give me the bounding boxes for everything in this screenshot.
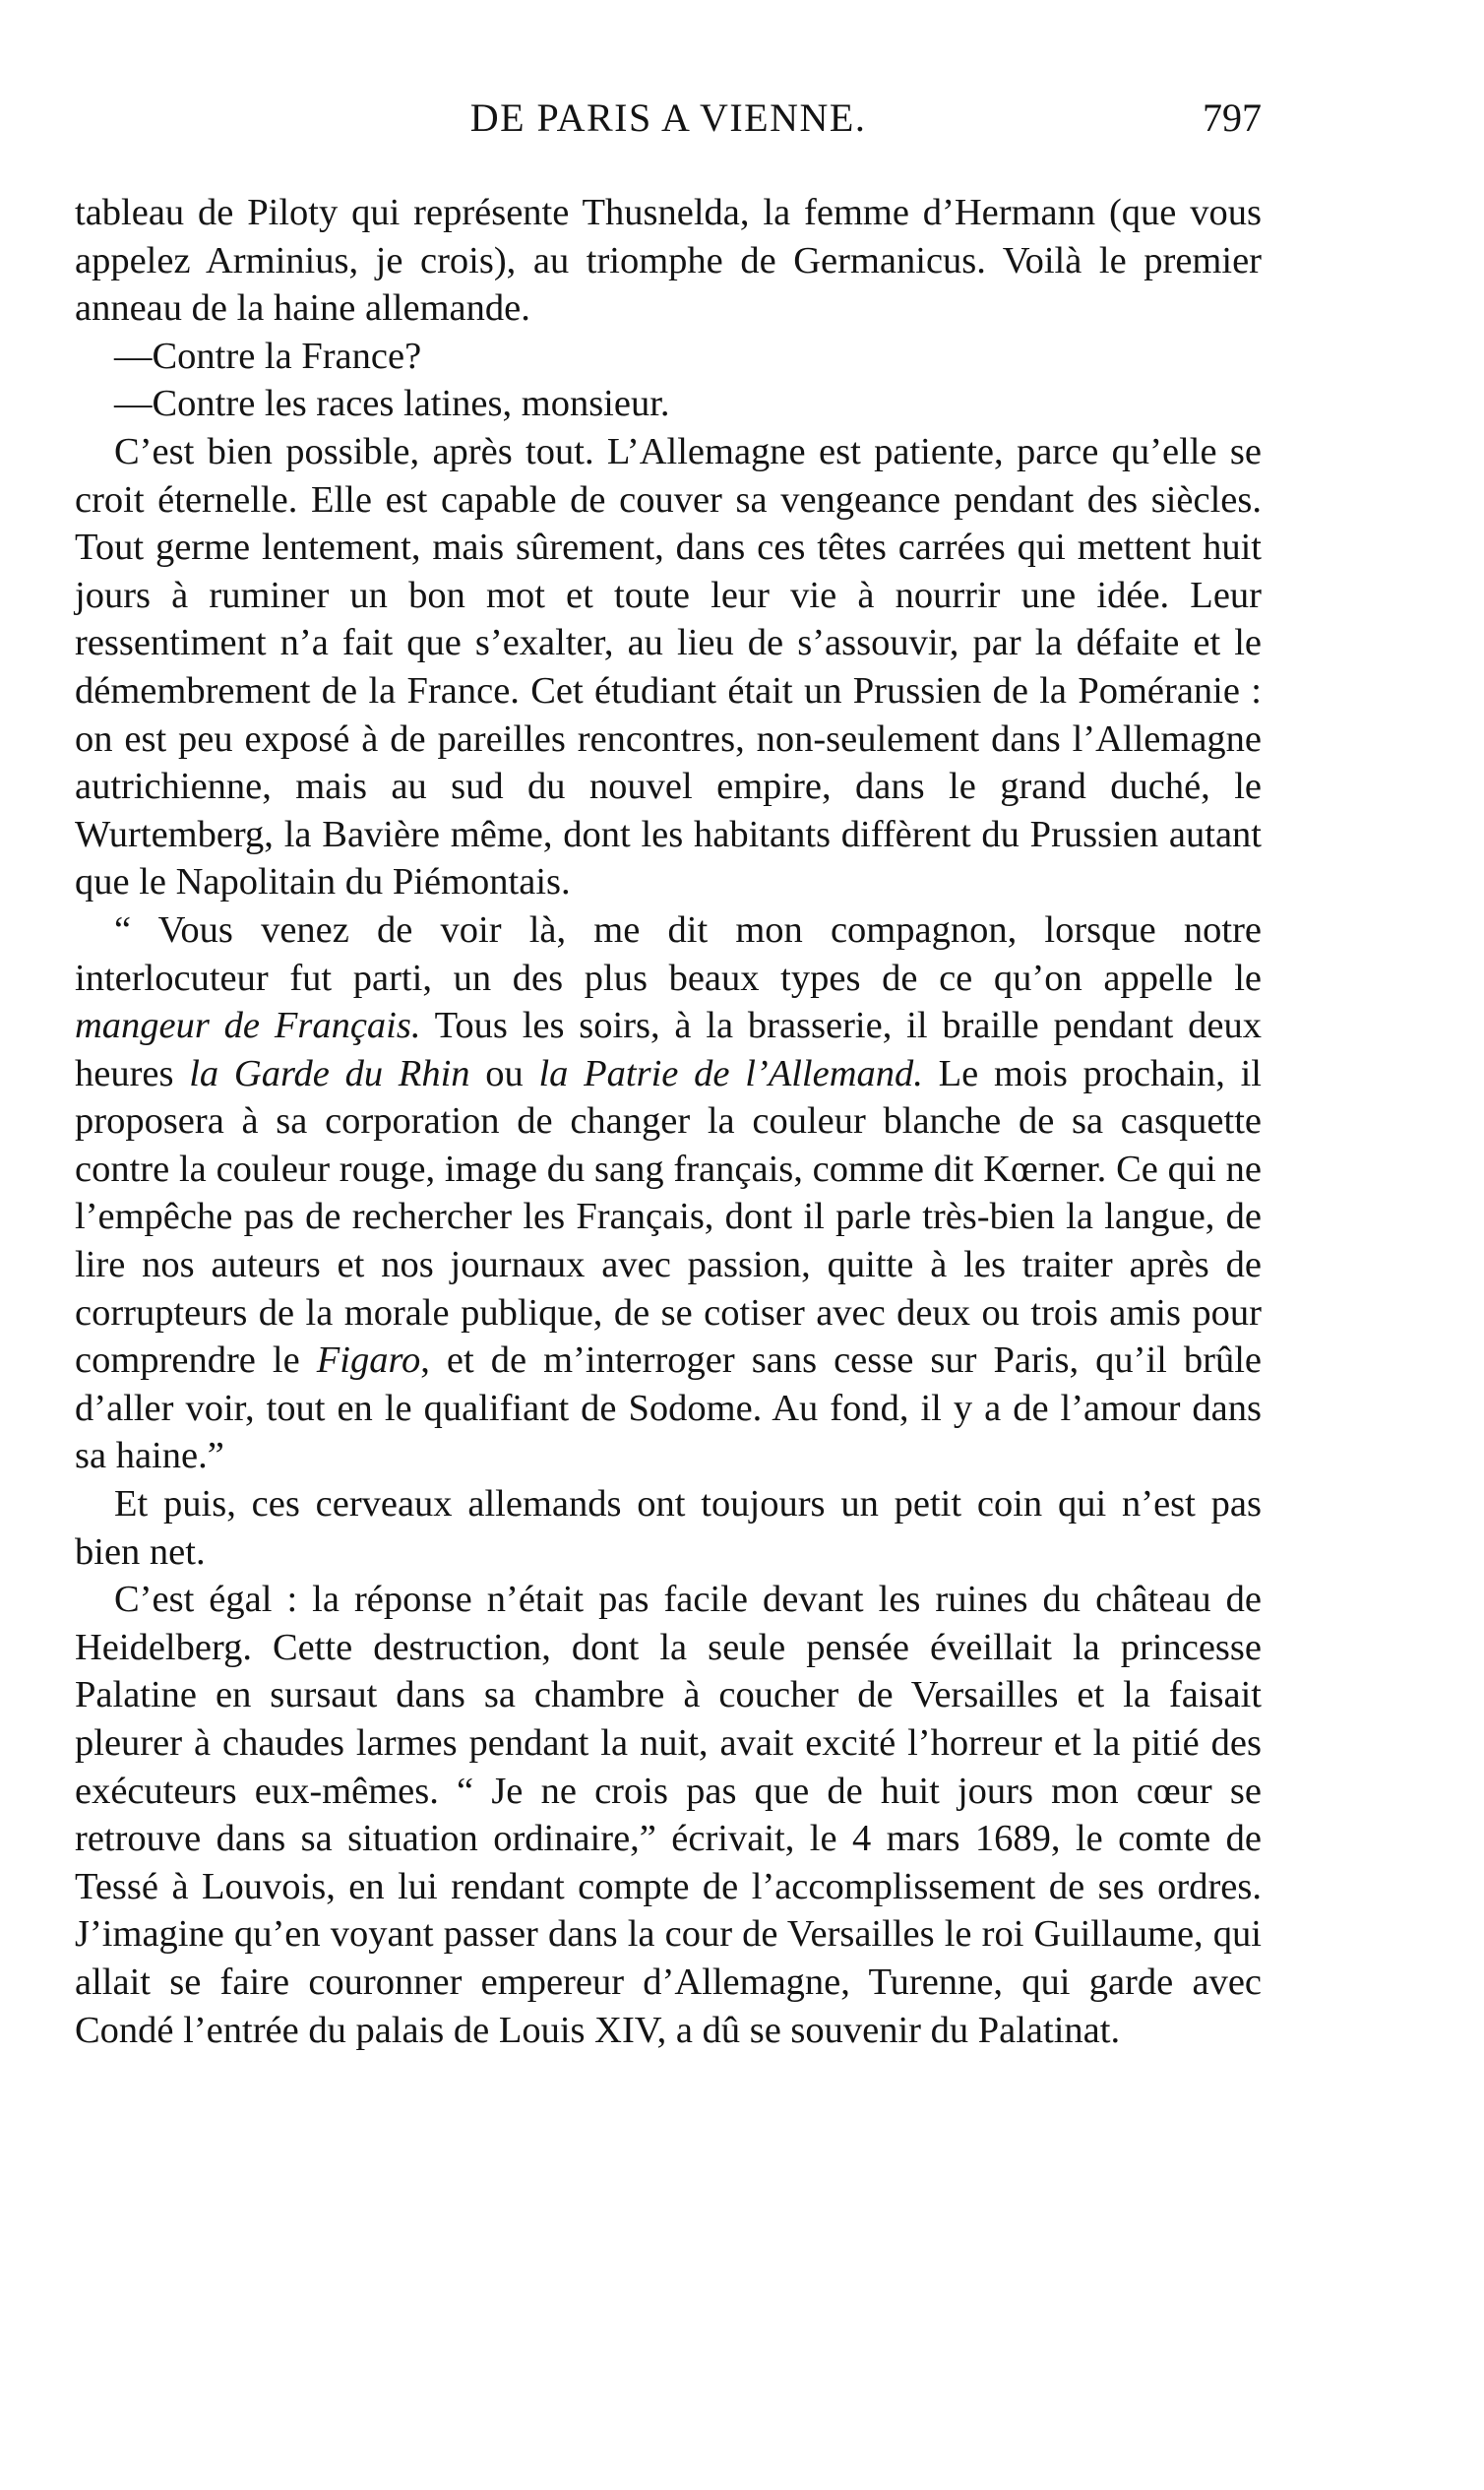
paragraph <box>75 380 1262 428</box>
paragraph <box>75 1576 1262 2054</box>
italic-text: la Garde du Rhin <box>189 1052 470 1094</box>
body-text <box>75 189 1262 2054</box>
text-run: Le mois prochain, il proposera à sa corporation de changer la couleur blanche de sa casquette contre la couleur rouge, image du sang français, comme dit Kœrner. Ce qui ne l’empêche pas de rechercher les Français, dont il parle très-bien la langue, de lire nos auteurs et nos journaux avec passion, quitte à les traiter après de corrupteurs de la morale publique, de se cotiser avec deux ou trois amis pour comprendre le <box>75 1052 1263 1382</box>
text-run: —Contre les races latines, monsieur. <box>114 383 670 425</box>
page-number: 797 <box>1203 95 1262 140</box>
text-run: , et de m’interroger sans cesse sur Paris, qu’il brûle d’aller voir, tout en le qualifiant de Sodome. Au fond, il y a de l’amour dans sa haine.” <box>75 1339 1263 1477</box>
running-head <box>75 94 1262 154</box>
text-run: “ Vous venez de voir là, me dit mon compagnon, lorsque notre interlocuteur fut parti, un des plus beaux types de ce qu’on appelle le <box>75 908 1262 999</box>
paragraph <box>75 333 1262 381</box>
text-run: C’est égal : la réponse n’était pas facile devant les ruines du château de Heidelberg. Cette destruction, dont la seule pensée éveillait la princesse Palatine en sursaut dans sa chambre à coucher de Versailles et la faisait pleurer à chaudes larmes pendant la nuit, avait excité l’horreur et la pitié des exécuteurs eux-mêmes. “ Je ne crois pas que de huit jours mon cœur se retrouve dans sa situation ordinaire,” écrivait, le 4 mars 1689, le comte de Tessé à Louvois, en lui rendant compte de l’accomplissement de ses ordres. J’imagine qu’en voyant passer dans la cour de Versailles le roi Guillaume, qui allait se faire couronner empereur d’Allemagne, Turenne, qui garde avec Condé l’entrée du palais de Louis XIV, a dû se souvenir du Palatinat. <box>75 1579 1262 2051</box>
paragraph <box>75 428 1262 906</box>
italic-text: la Patrie de l’Allemand. <box>538 1052 923 1094</box>
paragraph <box>75 906 1262 1480</box>
text-run: ou <box>469 1052 539 1094</box>
text-run: —Contre la France? <box>114 335 422 377</box>
text-run: Tous les soirs, à la brasserie, il braille pendant deux heures <box>75 1005 1263 1094</box>
text-run: C’est bien possible, après tout. L’Allemagne est patiente, parce qu’elle se croit éternelle. Elle est capable de couver sa vengeance pendant des siècles. Tout germe lentement, mais sûrement, dans ces têtes carrées qui mettent huit jours à ruminer un bon mot et toute leur vie à nourrir une idée. Leur ressentiment n’a fait que s’exalter, au lieu de s’assouvir, par la défaite et le démembrement de la France. Cet étudiant était un Prussien de la Poméranie : on est peu exposé à de pareilles rencontres, non-seulement dans l’Allemagne autrichienne, mais au sud du nouvel empire, dans le grand duché, le Wurtemberg, la Bavière même, dont les habitants diffèrent du Prussien autant que le Napolitain du Piémontais. <box>75 430 1262 903</box>
italic-text: mangeur de Français. <box>75 1005 421 1047</box>
text-run: tableau de Piloty qui représente Thusnelda, la femme d’Hermann (que vous appelez Arminius, je crois), au triomphe de Germanicus. Voilà le premier anneau de la haine allemande. <box>75 192 1262 330</box>
paragraph <box>75 1480 1262 1576</box>
italic-text: Figaro <box>316 1339 421 1382</box>
paragraph <box>75 189 1262 333</box>
running-title: DE PARIS A VIENNE. <box>469 95 867 140</box>
text-run: Et puis, ces cerveaux allemands ont toujours un petit coin qui n’est pas bien net. <box>75 1483 1262 1573</box>
book-page <box>75 94 1262 2054</box>
